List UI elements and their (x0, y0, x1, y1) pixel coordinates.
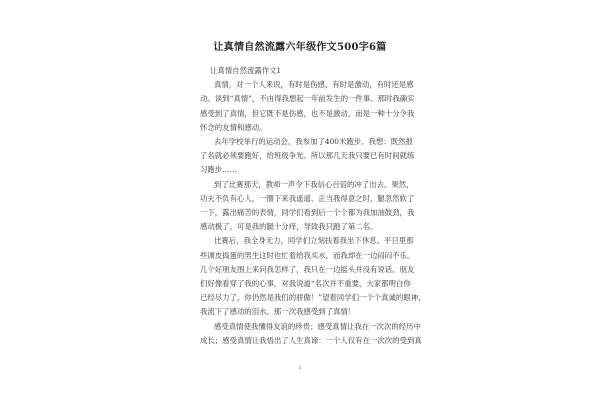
text-line: 去年学校举行的运动会，我参加了400米跑步。我想：既然报 (214, 137, 413, 147)
paragraph-5 (200, 320, 422, 348)
text-line: 成长；感受真情让我悟出了人生真谛：一个人仅有在一次次的受到真 (200, 335, 422, 345)
paragraph-4 (200, 234, 426, 319)
text-line: 动。谈到“真情”，不由得我想起一年前发生的一件事。那时我确实 (200, 94, 415, 104)
page-number: 1 (298, 365, 302, 371)
article-subheading: 让真情自然流露作文1 (210, 66, 282, 75)
text-line: 感动极了，可是我的腿十分痒，导致我只跑了第二名。 (200, 222, 378, 232)
text-line: 感受真情使我懂得友谊的珍贵；感受真情让我在一次次的经历中 (214, 321, 421, 331)
text-line: 了名就必须要跑好，给班级争光。所以那几天我只要已有时间就练 (200, 151, 415, 161)
text-line: 几个好朋友围上来问我怎样了，我只在一边摇头并没有说话。朋友 (200, 264, 415, 274)
text-line: 习跑步…… (200, 165, 237, 175)
paragraph-3 (200, 178, 415, 235)
text-line: 们好像看穿了我的心事，对我说道“名次并不重要，大家都明白你 (200, 279, 411, 289)
paragraph-1 (200, 78, 415, 135)
text-line: 到了比赛那天，教师一声令下我信心百倍的冲了出去。果然， (214, 179, 414, 189)
text-line: 已经尽力了，你仍然是我们的骄傲！”望着同学们一个个真诚的眼神， (200, 293, 426, 303)
paragraph-2 (200, 135, 415, 178)
document-title: 让真情自然流露六年级作文500字6篇 (213, 42, 387, 53)
article-body (200, 64, 426, 348)
text-line: 怀念的友情和感动。 (200, 122, 267, 132)
text-line: 比赛后，我全身无力，同学们立刻扶着我坐下休息。平日里那 (214, 236, 414, 246)
text-line: 些调皮捣蛋的男生这时也忙着给我买水，而我却在一边闷闷不乐。 (200, 250, 415, 260)
text-line: 我流下了感动的泪水。那一次我感受到了真情！ (200, 307, 356, 317)
text-line: 真情，对一个人来说，有时是伤感，有时是激动，有时还是感 (214, 80, 414, 90)
text-line: 感受到了真情，但它既不是伤感，也不是激动，而是一种十分令我 (200, 108, 415, 118)
text-line: 一下，露出痛苦的表情，同学们看到后一个个都为我加油鼓劲，我 (200, 208, 415, 218)
text-line: 功夫不负有心人，一圈下来我遥遥、正当我得意之时，腿忽然软了 (200, 193, 415, 203)
